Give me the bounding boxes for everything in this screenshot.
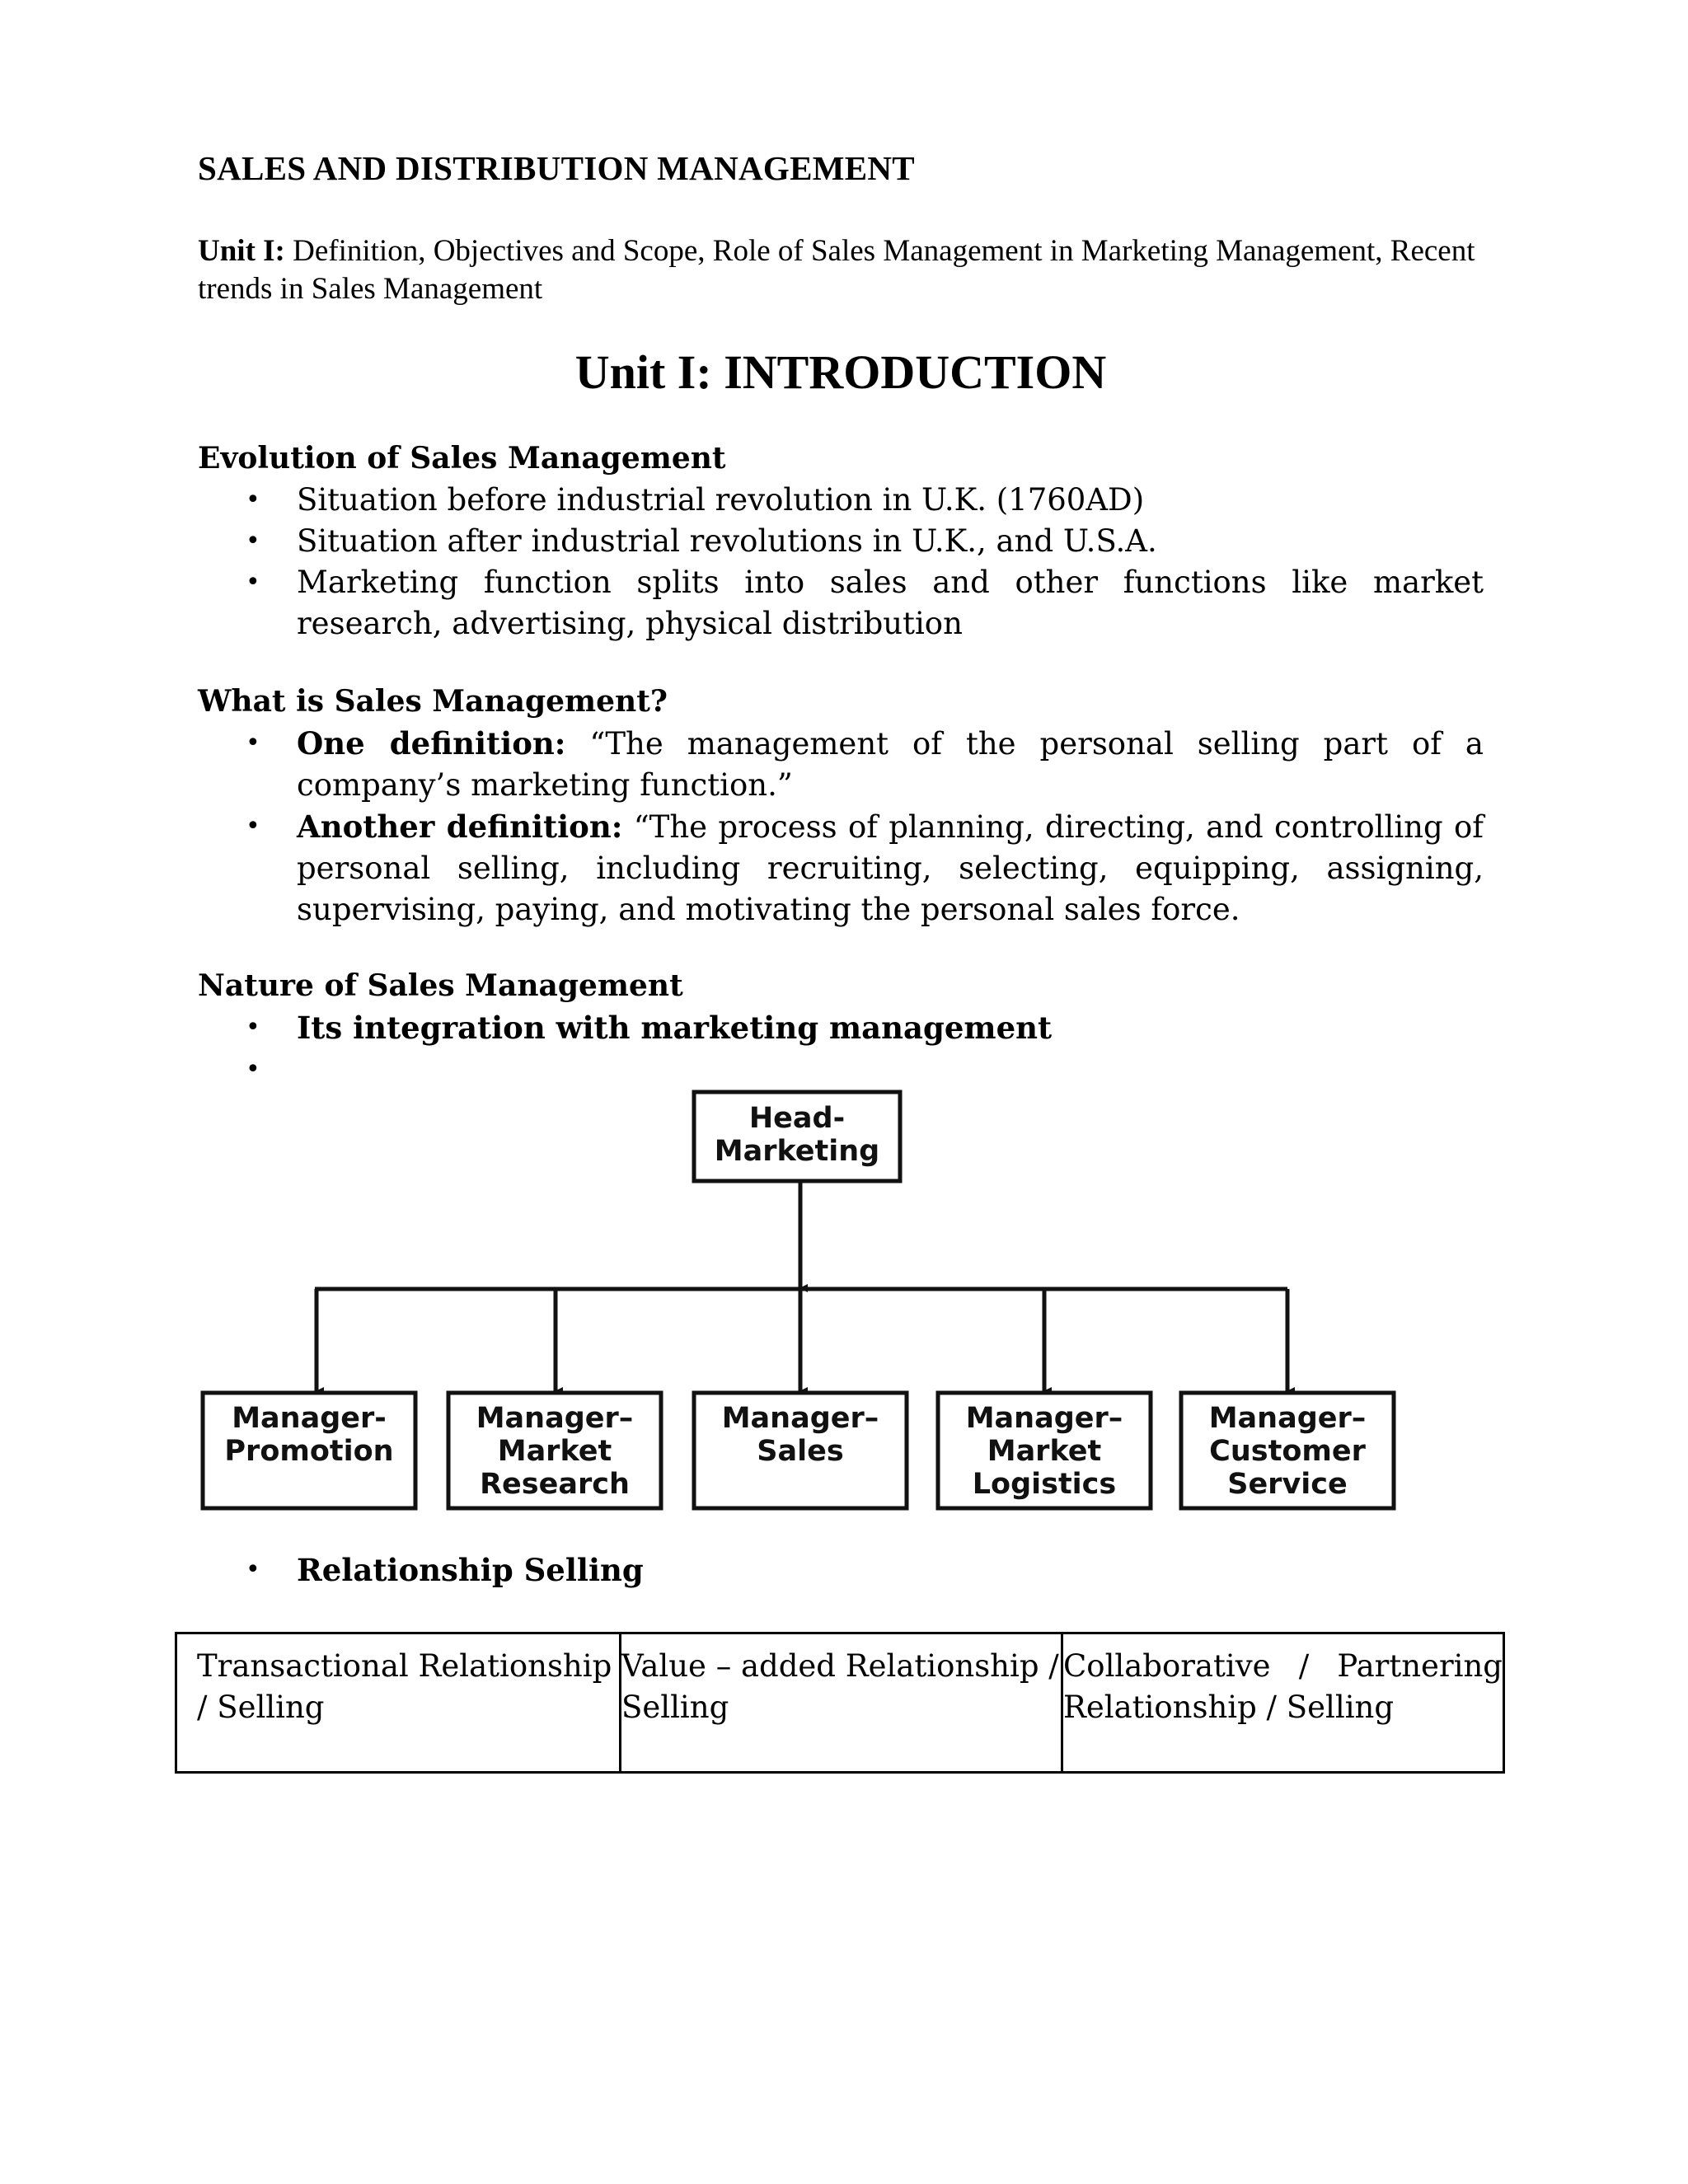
relationship-list [198, 1549, 1484, 1591]
manager-market-research-box [448, 1393, 661, 1508]
manager-line: Promotion [224, 1435, 394, 1468]
manager-market-logistics-box [938, 1393, 1151, 1508]
table-cell-transactional: Transactional Relationship / Selling [197, 1648, 612, 1725]
manager-line: Logistics [972, 1468, 1117, 1501]
manager-line: Manager– [721, 1402, 879, 1435]
manager-line: Manager– [965, 1402, 1123, 1435]
head-marketing-box [694, 1092, 900, 1181]
relationship-item [198, 1549, 1484, 1591]
manager-customer-service-box [1181, 1393, 1394, 1508]
definition-label: One definition: [297, 725, 566, 762]
head-line: Head- [748, 1102, 846, 1135]
evolution-item: • Situation before industrial revolution in U.K. (1760AD) [198, 480, 1484, 521]
manager-sales-box [694, 1393, 907, 1508]
unit-heading: Unit I: INTRODUCTION [574, 345, 1107, 399]
evolution-item: • Marketing function splits into sales and other functions like market research, advertising, physical distribution [198, 562, 1484, 644]
definition-heading: What is Sales Management? [198, 684, 668, 719]
syllabus-label: Unit I: [198, 234, 285, 268]
table-cell-collaborative: Collaborative / Partnering Relationship / Selling [1061, 1634, 1503, 1771]
relationship-label: Relationship Selling [297, 1552, 644, 1588]
manager-line: Service [1227, 1468, 1348, 1501]
manager-line: Manager– [1208, 1402, 1367, 1435]
definition-text: “The process of planning, directing, and controlling of personal selling, including recruiting, selecting, equipping, assigning, supervising, paying, and motivating the personal sales force. [297, 809, 1484, 927]
relationship-table [175, 1632, 1505, 1774]
document-title: SALES AND DISTRIBUTION MANAGEMENT [198, 149, 915, 187]
manager-line: Research [480, 1468, 630, 1501]
manager-line: Sales [757, 1435, 844, 1468]
definition-text: “The management of the personal selling part of a company’s marketing function.” [297, 726, 1484, 803]
head-line: Marketing [714, 1135, 880, 1168]
nature-item-label: Its integration with marketing management [297, 1010, 1053, 1046]
syllabus-text: Definition, Objectives and Scope, Role of Sales Management in Marketing Management, Recent trends in Sales Management [198, 234, 1475, 306]
manager-line: Market [497, 1435, 612, 1468]
evolution-heading: Evolution of Sales Management [198, 441, 726, 476]
manager-promotion-box [203, 1393, 415, 1508]
nature-heading: Nature of Sales Management [198, 968, 683, 1003]
manager-line: Manager- [232, 1402, 387, 1435]
manager-line: Market [987, 1435, 1102, 1468]
definition-label: Another definition: [297, 808, 623, 845]
manager-line: Customer [1209, 1435, 1366, 1468]
table-cell-value-added: Value – added Relationship / Selling [619, 1634, 1061, 1771]
manager-line: Manager– [476, 1402, 634, 1435]
evolution-item: • Situation after industrial revolutions in U.K., and U.S.A. [198, 521, 1484, 562]
